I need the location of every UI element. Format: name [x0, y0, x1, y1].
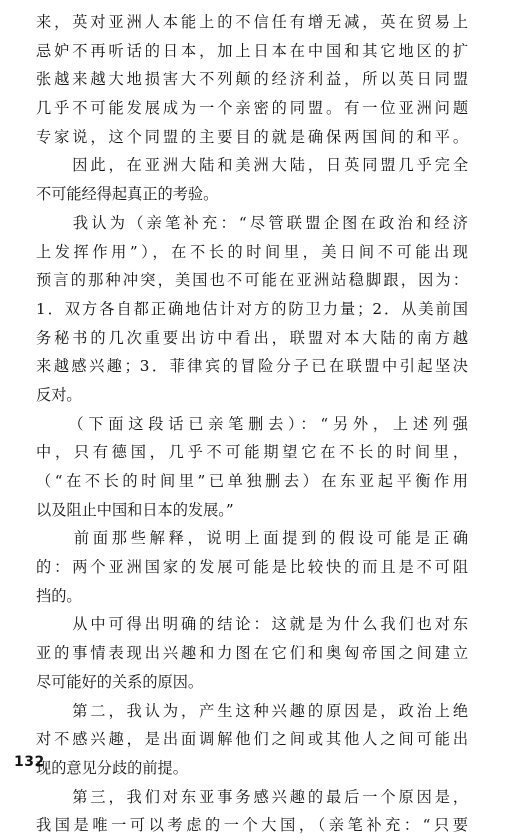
text-line: 亚的事情表现出兴趣和力图在它们和奥匈帝国之间建立 [36, 644, 468, 663]
text-line: （“在不长的时间里”已单独删去）在东亚起平衡作用 [36, 472, 468, 490]
text-line: 务秘书的几次重要出访中看出，联盟对本大陆的南方越 [36, 328, 468, 347]
text-line: 专家说，这个同盟的主要目的就是确保两国间的和平。 [36, 127, 468, 146]
text-line: 1．双方各自都正确地估计对方的防卫力量；2．从美前国 [36, 299, 468, 318]
text-line: 忌妒不再听话的日本，加上日本在中国和其它地区的扩 [36, 41, 468, 60]
text-line: 不可能经得起真正的考验。 [36, 185, 219, 204]
body-text [36, 8, 468, 840]
text-line: 因此，在亚洲大陆和美洲大陆，日英同盟几乎完全 [36, 156, 468, 175]
text-line: 第二，我认为，产生这种兴趣的原因是，政治上绝 [36, 701, 468, 720]
text-line: 我认为（亲笔补充：“尽管联盟企图在政治和经济 [36, 213, 468, 232]
text-line: 的：两个亚洲国家的发展可能是比较快的而且是不可阻 [36, 558, 468, 577]
text-line: 挡的。 [36, 586, 82, 605]
text-line: 现的意见分歧的前提。 [36, 758, 188, 777]
text-line: 第三，我们对东亚事务感兴趣的最后一个原因是， [36, 787, 468, 806]
text-line: 尽可能好的关系的原因。 [36, 672, 204, 691]
page-number: 132 [14, 754, 45, 770]
text-line: 张越来越大地损害大不列颠的经济利益，所以英日同盟 [36, 70, 468, 89]
text-line: （下面这段话已亲笔删去）：“另外，上述列强 [36, 414, 468, 433]
text-line: 前面那些解释，说明上面提到的假设可能是正确 [36, 529, 468, 548]
text-line: 从中可得出明确的结论：这就是为什么我们也对东 [36, 615, 468, 634]
text-line: 中，只有德国，几乎不可能期望它在不长的时间里， [36, 443, 468, 462]
text-line: 几乎不可能发展成为一个亲密的同盟。有一位亚洲问题 [36, 99, 468, 118]
text-line: 来，英对亚洲人本能上的不信任有增无减，英在贸易上 [36, 13, 468, 31]
text-line: 上发挥作用”），在不长的时间里，美日间不可能出现 [36, 242, 468, 261]
text-line: 来越感兴趣；3．菲律宾的冒险分子已在联盟中引起坚决 [36, 357, 468, 376]
text-line: 反对。 [36, 385, 82, 404]
text-line: 预言的那种冲突，美国也不可能在亚洲站稳脚跟，因为： [36, 271, 468, 290]
text-line: 对不感兴趣，是出面调解他们之间或其他人之间可能出 [36, 730, 468, 749]
text-line: 以及阻止中国和日本的发展。” [36, 500, 234, 519]
text-line: 我国是唯一可以考虑的一个大国，（亲笔补充：“只要 [36, 816, 468, 835]
